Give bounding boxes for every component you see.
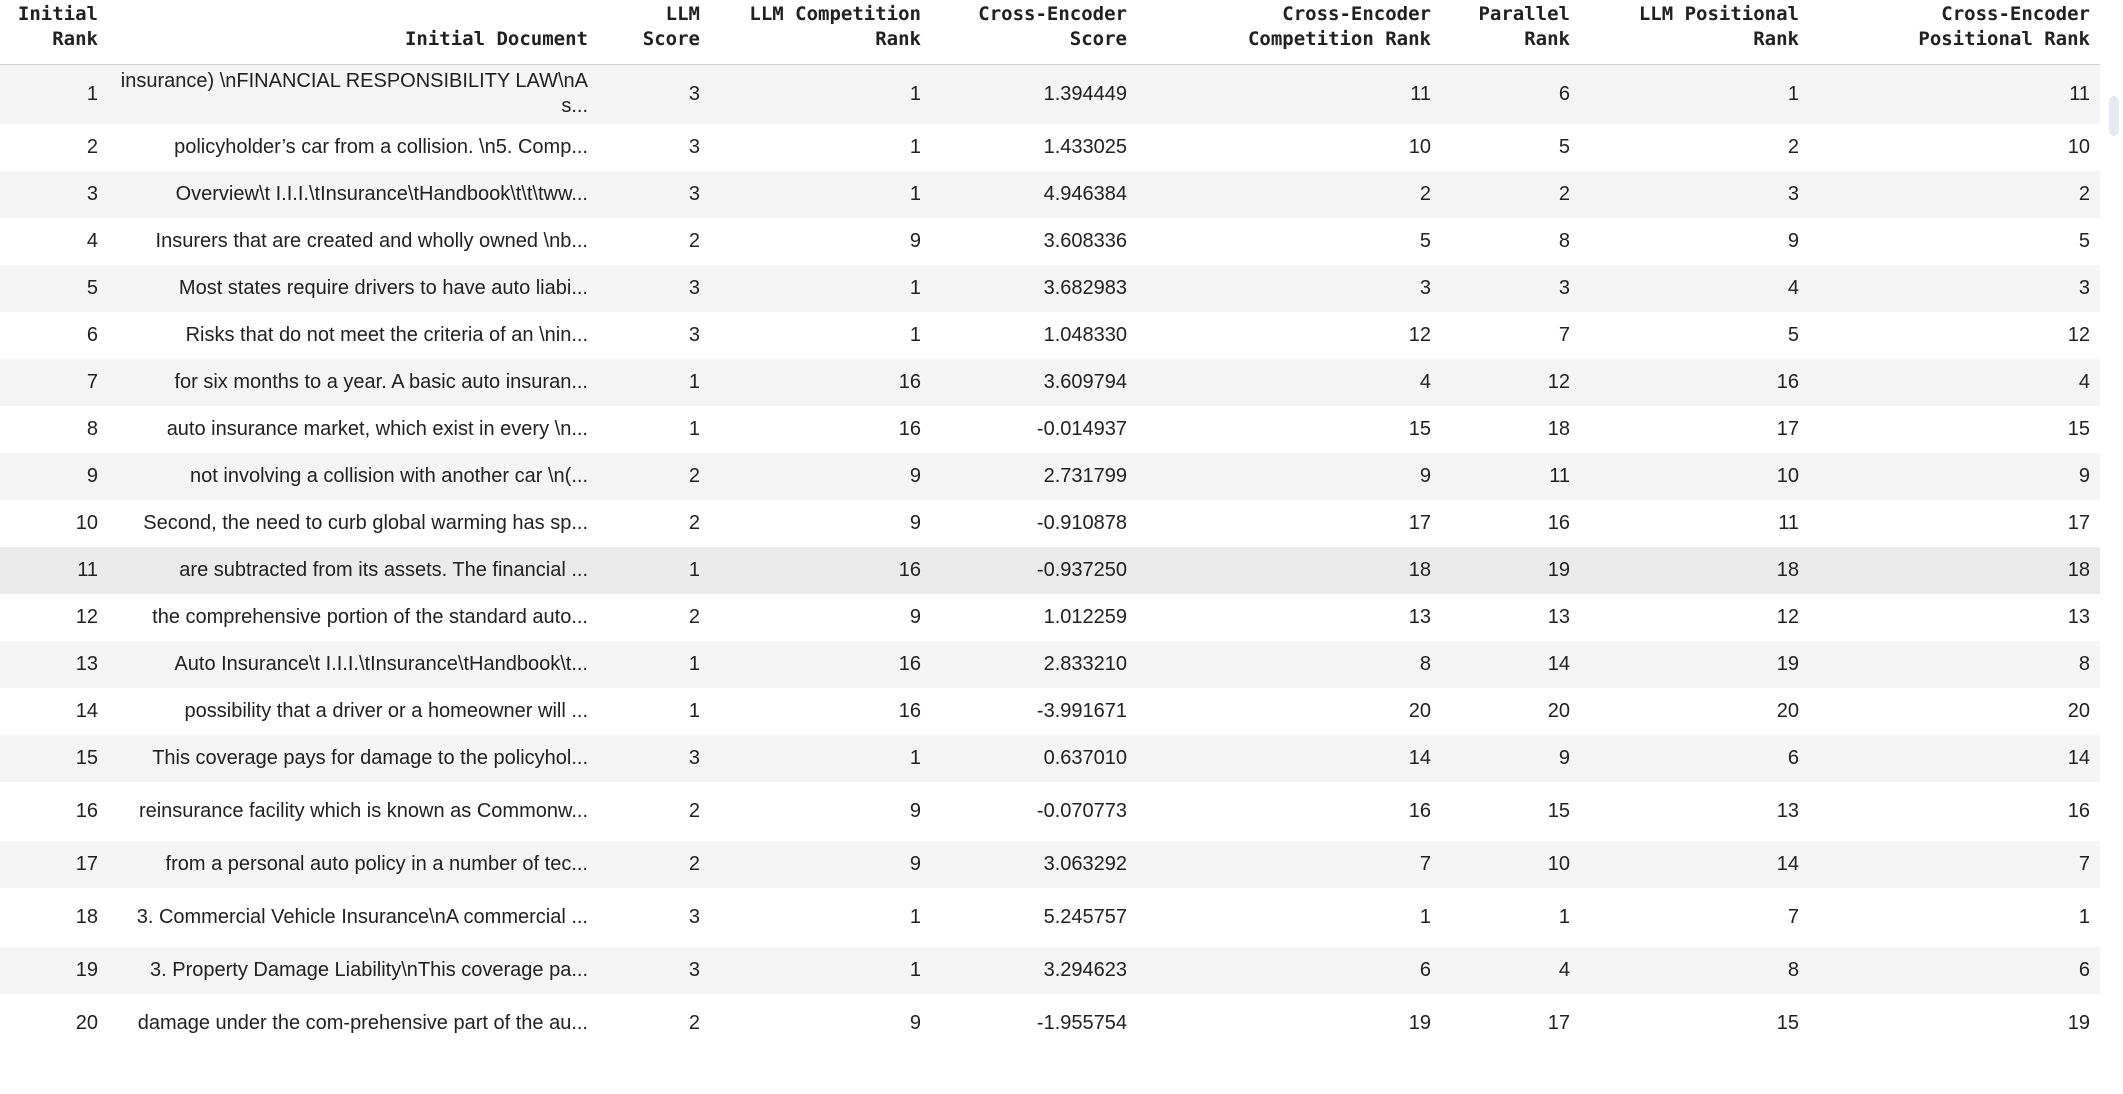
cell-llm-positional-rank: 10 — [1776, 464, 1799, 487]
cell-cross-encoder-positional-rank: 16 — [2067, 799, 2090, 822]
cell-parallel-rank: 10 — [1547, 852, 1570, 875]
cell-cross-encoder-competition-rank: 17 — [1408, 511, 1431, 534]
cell-llm-score: 3 — [688, 182, 700, 205]
cell-llm-score: 3 — [688, 958, 700, 981]
cell-initial-rank: 4 — [86, 229, 98, 252]
table-row — [0, 841, 2100, 888]
cell-cross-encoder-score: 1.433025 — [1043, 135, 1127, 158]
cell-initial-rank: 20 — [75, 1011, 98, 1034]
table-row — [0, 594, 2100, 641]
cell-parallel-rank: 1 — [1558, 905, 1570, 928]
header-line-2: Competition Rank — [1247, 28, 1431, 50]
cell-cross-encoder-competition-rank: 13 — [1408, 605, 1431, 628]
cell-cross-encoder-score: 3.608336 — [1043, 229, 1127, 252]
cell-llm-competition-rank: 1 — [909, 746, 921, 769]
cell-cross-encoder-score: -0.070773 — [1036, 799, 1127, 822]
cell-llm-positional-rank: 8 — [1787, 958, 1799, 981]
cell-parallel-rank: 20 — [1547, 699, 1570, 722]
cell-initial-document — [108, 406, 598, 453]
cell-llm-competition-rank: 9 — [909, 1011, 921, 1034]
cell-initial-document — [108, 688, 598, 735]
header-line-1: Initial — [17, 3, 98, 25]
cell-llm-competition-rank: 16 — [898, 558, 921, 581]
cell-initial-rank: 11 — [77, 558, 98, 581]
cell-cross-encoder-score: 1.394449 — [1043, 82, 1127, 105]
table-header-row — [0, 0, 2100, 65]
document-snippet: Most states require drivers to have auto liabi... — [178, 276, 588, 299]
cell-cross-encoder-score: -0.937250 — [1036, 558, 1127, 581]
cell-initial-rank: 13 — [75, 652, 98, 675]
header-cross-encoder-score — [931, 0, 1137, 65]
header-line-1: Parallel — [1478, 3, 1570, 25]
cell-initial-rank: 3 — [86, 182, 98, 205]
cell-cross-encoder-competition-rank: 2 — [1419, 182, 1431, 205]
cell-cross-encoder-score: 5.245757 — [1043, 905, 1127, 928]
cell-cross-encoder-positional-rank: 6 — [2078, 958, 2090, 981]
cell-initial-rank: 18 — [75, 905, 98, 928]
cell-llm-score: 2 — [688, 852, 700, 875]
cell-initial-rank: 2 — [86, 135, 98, 158]
table-row — [0, 547, 2100, 594]
cell-initial-document — [108, 265, 598, 312]
cell-cross-encoder-score: 1.012259 — [1043, 605, 1127, 628]
cell-llm-score: 3 — [688, 82, 700, 105]
cell-initial-document — [108, 218, 598, 265]
header-line-1: Cross-Encoder — [1941, 3, 2090, 25]
cell-llm-score: 1 — [688, 370, 700, 393]
table-row — [0, 641, 2100, 688]
cell-llm-competition-rank: 9 — [909, 799, 921, 822]
cell-llm-score: 3 — [688, 905, 700, 928]
cell-initial-rank: 10 — [75, 511, 98, 534]
cell-cross-encoder-score: 3.682983 — [1043, 276, 1127, 299]
document-snippet: Insurers that are created and wholly owned \nb... — [155, 229, 588, 252]
table-row — [0, 218, 2100, 265]
cell-llm-competition-rank: 16 — [898, 417, 921, 440]
document-snippet: policyholder’s car from a collision. \n5. Comp... — [174, 135, 588, 158]
cell-cross-encoder-competition-rank: 12 — [1408, 323, 1431, 346]
cell-cross-encoder-positional-rank: 18 — [2067, 558, 2090, 581]
cell-cross-encoder-score: 3.294623 — [1043, 958, 1127, 981]
header-line-2: Rank — [875, 28, 921, 50]
cell-llm-competition-rank: 9 — [909, 852, 921, 875]
cell-llm-positional-rank: 7 — [1787, 905, 1799, 928]
header-line-1: LLM Competition — [749, 3, 921, 25]
cell-initial-document — [108, 735, 598, 782]
cell-llm-competition-rank: 9 — [909, 511, 921, 534]
document-snippet: possibility that a driver or a homeowner will ... — [184, 699, 588, 722]
table-body — [0, 65, 2100, 1053]
cell-parallel-rank: 16 — [1547, 511, 1570, 534]
header-initial-document — [108, 0, 598, 65]
cell-cross-encoder-positional-rank: 13 — [2067, 605, 2090, 628]
cell-cross-encoder-competition-rank: 10 — [1408, 135, 1431, 158]
cell-cross-encoder-positional-rank: 7 — [2078, 852, 2090, 875]
document-snippet: Second, the need to curb global warming has sp... — [143, 511, 588, 534]
table-row — [0, 688, 2100, 735]
cell-llm-competition-rank: 1 — [909, 276, 921, 299]
cell-llm-positional-rank: 3 — [1787, 182, 1799, 205]
cell-cross-encoder-score: -1.955754 — [1036, 1011, 1127, 1034]
table-row — [0, 888, 2100, 947]
cell-llm-positional-rank: 14 — [1776, 852, 1799, 875]
cell-llm-competition-rank: 9 — [909, 229, 921, 252]
cell-initial-document — [108, 947, 598, 994]
cell-initial-document — [108, 547, 598, 594]
cell-llm-positional-rank: 15 — [1776, 1011, 1799, 1034]
cell-cross-encoder-competition-rank: 4 — [1419, 370, 1431, 393]
cell-cross-encoder-positional-rank: 15 — [2067, 417, 2090, 440]
header-line-2: Score — [1069, 28, 1127, 50]
cell-cross-encoder-positional-rank: 1 — [2078, 905, 2090, 928]
cell-initial-rank: 14 — [75, 699, 98, 722]
cell-cross-encoder-score: -3.991671 — [1036, 699, 1127, 722]
cell-parallel-rank: 19 — [1547, 558, 1570, 581]
table-row — [0, 782, 2100, 841]
cell-llm-score: 1 — [688, 558, 700, 581]
table-row — [0, 312, 2100, 359]
cell-llm-competition-rank: 1 — [909, 958, 921, 981]
header-line-2: Rank — [1753, 28, 1799, 50]
cell-llm-score: 2 — [688, 605, 700, 628]
cell-initial-document — [108, 453, 598, 500]
document-snippet: insurance) \nFINANCIAL RESPONSIBILITY LAW\nA s... — [120, 70, 588, 118]
cell-cross-encoder-positional-rank: 2 — [2078, 182, 2090, 205]
document-snippet: reinsurance facility which is known as Commonw... — [138, 799, 588, 822]
cell-cross-encoder-competition-rank: 5 — [1419, 229, 1431, 252]
cell-llm-positional-rank: 16 — [1776, 370, 1799, 393]
cell-parallel-rank: 17 — [1547, 1011, 1570, 1034]
cell-initial-rank: 7 — [86, 370, 98, 393]
header-line-2: Initial Document — [404, 28, 588, 50]
header-line-2: Score — [642, 28, 700, 50]
cell-initial-rank: 19 — [75, 958, 98, 981]
cell-cross-encoder-positional-rank: 11 — [2069, 82, 2090, 105]
header-line-1: Cross-Encoder — [978, 3, 1127, 25]
cell-cross-encoder-competition-rank: 19 — [1408, 1011, 1431, 1034]
cell-cross-encoder-positional-rank: 4 — [2078, 370, 2090, 393]
cell-cross-encoder-positional-rank: 12 — [2067, 323, 2090, 346]
cell-llm-score: 3 — [688, 276, 700, 299]
cell-llm-score: 3 — [688, 746, 700, 769]
cell-initial-rank: 6 — [86, 323, 98, 346]
cell-llm-positional-rank: 4 — [1787, 276, 1799, 299]
cell-parallel-rank: 13 — [1547, 605, 1570, 628]
cell-cross-encoder-positional-rank: 14 — [2067, 746, 2090, 769]
table-row — [0, 265, 2100, 312]
header-llm-score — [598, 0, 710, 65]
cell-initial-document — [108, 500, 598, 547]
header-line-2: Rank — [52, 28, 98, 50]
cell-cross-encoder-positional-rank: 8 — [2078, 652, 2090, 675]
cell-cross-encoder-competition-rank: 7 — [1419, 852, 1431, 875]
cell-llm-competition-rank: 1 — [909, 182, 921, 205]
cell-parallel-rank: 18 — [1547, 417, 1570, 440]
cell-llm-competition-rank: 9 — [909, 464, 921, 487]
cell-llm-positional-rank: 18 — [1776, 558, 1799, 581]
cell-llm-positional-rank: 11 — [1778, 511, 1799, 534]
cell-initial-document — [108, 888, 598, 947]
cell-initial-document — [108, 65, 598, 124]
cell-llm-positional-rank: 6 — [1787, 746, 1799, 769]
cell-cross-encoder-score: 1.048330 — [1043, 323, 1127, 346]
header-line-2: Rank — [1524, 28, 1570, 50]
cell-llm-score: 3 — [688, 323, 700, 346]
cell-llm-score: 1 — [688, 652, 700, 675]
cell-llm-competition-rank: 16 — [898, 652, 921, 675]
document-snippet: auto insurance market, which exist in every \n... — [166, 417, 588, 440]
document-snippet: are subtracted from its assets. The financial ... — [179, 558, 588, 581]
cell-llm-positional-rank: 19 — [1776, 652, 1799, 675]
cell-initial-document — [108, 782, 598, 841]
table-row — [0, 453, 2100, 500]
cell-initial-rank: 12 — [75, 605, 98, 628]
cell-cross-encoder-score: 4.946384 — [1043, 182, 1127, 205]
cell-cross-encoder-competition-rank: 18 — [1408, 558, 1431, 581]
cell-llm-score: 3 — [688, 135, 700, 158]
cell-cross-encoder-positional-rank: 17 — [2067, 511, 2090, 534]
cell-parallel-rank: 12 — [1547, 370, 1570, 393]
cell-llm-score: 2 — [688, 511, 700, 534]
cell-initial-document — [108, 359, 598, 406]
cell-cross-encoder-competition-rank: 3 — [1419, 276, 1431, 299]
cell-llm-competition-rank: 9 — [909, 605, 921, 628]
document-snippet: damage under the com-prehensive part of the au... — [137, 1011, 588, 1034]
header-line-1: LLM — [665, 3, 700, 25]
cell-cross-encoder-competition-rank: 14 — [1408, 746, 1431, 769]
table-row — [0, 406, 2100, 453]
cell-initial-document — [108, 124, 598, 171]
cell-initial-rank: 16 — [75, 799, 98, 822]
cell-llm-positional-rank: 13 — [1776, 799, 1799, 822]
header-initial-rank — [0, 0, 108, 65]
cell-parallel-rank: 7 — [1558, 323, 1570, 346]
cell-initial-document — [108, 312, 598, 359]
cell-llm-positional-rank: 20 — [1776, 699, 1799, 722]
cell-initial-rank: 15 — [75, 746, 98, 769]
cell-cross-encoder-positional-rank: 9 — [2078, 464, 2090, 487]
document-snippet: 3. Property Damage Liability\nThis coverage pa... — [150, 958, 588, 981]
cell-initial-rank: 17 — [75, 852, 98, 875]
cell-llm-competition-rank: 1 — [909, 135, 921, 158]
cell-cross-encoder-score: -0.910878 — [1036, 511, 1127, 534]
cell-llm-positional-rank: 17 — [1776, 417, 1799, 440]
cell-parallel-rank: 4 — [1558, 958, 1570, 981]
header-cross-encoder-competition-rank — [1137, 0, 1441, 65]
header-llm-competition-rank — [710, 0, 931, 65]
header-line-1: LLM Positional — [1638, 3, 1799, 25]
cell-parallel-rank: 9 — [1558, 746, 1570, 769]
table-row — [0, 500, 2100, 547]
cell-llm-competition-rank: 1 — [909, 82, 921, 105]
cell-cross-encoder-positional-rank: 3 — [2078, 276, 2090, 299]
cell-cross-encoder-competition-rank: 9 — [1419, 464, 1431, 487]
cell-cross-encoder-competition-rank: 8 — [1419, 652, 1431, 675]
cell-llm-score: 2 — [688, 1011, 700, 1034]
cell-llm-positional-rank: 9 — [1787, 229, 1799, 252]
cell-parallel-rank: 11 — [1549, 464, 1570, 487]
document-snippet: for six months to a year. A basic auto insuran... — [174, 370, 588, 393]
cell-llm-competition-rank: 1 — [909, 905, 921, 928]
cell-initial-rank: 1 — [86, 82, 98, 105]
table-row — [0, 994, 2100, 1053]
cell-llm-score: 2 — [688, 464, 700, 487]
cell-initial-document — [108, 994, 598, 1053]
cell-llm-competition-rank: 1 — [909, 323, 921, 346]
document-snippet: This coverage pays for damage to the policyhol... — [152, 746, 588, 769]
document-snippet: from a personal auto policy in a number of tec... — [165, 852, 588, 875]
cell-cross-encoder-score: 3.609794 — [1043, 370, 1127, 393]
cell-llm-positional-rank: 5 — [1787, 323, 1799, 346]
cell-parallel-rank: 8 — [1558, 229, 1570, 252]
cell-parallel-rank: 2 — [1558, 182, 1570, 205]
header-line-1: Cross-Encoder — [1282, 3, 1431, 25]
cell-cross-encoder-score: -0.014937 — [1036, 417, 1127, 440]
cell-initial-document — [108, 171, 598, 218]
cell-cross-encoder-competition-rank: 15 — [1408, 417, 1431, 440]
cell-parallel-rank: 3 — [1558, 276, 1570, 299]
cell-cross-encoder-competition-rank: 1 — [1419, 905, 1431, 928]
cell-initial-rank: 5 — [86, 276, 98, 299]
cell-cross-encoder-competition-rank: 6 — [1419, 958, 1431, 981]
cell-initial-rank: 8 — [86, 417, 98, 440]
cell-initial-document — [108, 641, 598, 688]
cell-cross-encoder-score: 0.637010 — [1043, 746, 1127, 769]
document-snippet: 3. Commercial Vehicle Insurance\nA commercial ... — [136, 905, 588, 928]
header-cross-encoder-positional-rank — [1809, 0, 2100, 65]
cell-cross-encoder-positional-rank: 19 — [2067, 1011, 2090, 1034]
cell-cross-encoder-positional-rank: 10 — [2067, 135, 2090, 158]
cell-cross-encoder-positional-rank: 20 — [2067, 699, 2090, 722]
table-row — [0, 947, 2100, 994]
output-scroll-handle[interactable] — [2109, 96, 2119, 136]
document-snippet: Overview\t I.I.I.\tInsurance\tHandbook\t\t\tww... — [175, 182, 588, 205]
cell-parallel-rank: 6 — [1558, 82, 1570, 105]
header-line-2: Positional Rank — [1918, 28, 2090, 50]
cell-initial-document — [108, 841, 598, 888]
cell-llm-positional-rank: 2 — [1787, 135, 1799, 158]
cell-cross-encoder-score: 2.833210 — [1043, 652, 1127, 675]
cell-cross-encoder-score: 2.731799 — [1043, 464, 1127, 487]
cell-llm-score: 1 — [688, 417, 700, 440]
table-row — [0, 124, 2100, 171]
header-parallel-rank — [1441, 0, 1580, 65]
table-row — [0, 359, 2100, 406]
document-snippet: Auto Insurance\t I.I.I.\tInsurance\tHandbook\t... — [174, 652, 588, 675]
cell-llm-positional-rank: 12 — [1776, 605, 1799, 628]
cell-llm-competition-rank: 16 — [898, 699, 921, 722]
document-snippet: not involving a collision with another car \n(... — [190, 464, 588, 487]
header-llm-positional-rank — [1580, 0, 1809, 65]
cell-llm-score: 2 — [688, 799, 700, 822]
table-row — [0, 735, 2100, 782]
cell-llm-score: 1 — [688, 699, 700, 722]
document-snippet: Risks that do not meet the criteria of an \nin... — [185, 323, 588, 346]
cell-llm-positional-rank: 1 — [1787, 82, 1799, 105]
cell-llm-score: 2 — [688, 229, 700, 252]
cell-parallel-rank: 15 — [1547, 799, 1570, 822]
cell-parallel-rank: 5 — [1558, 135, 1570, 158]
cell-llm-competition-rank: 16 — [898, 370, 921, 393]
cell-cross-encoder-positional-rank: 5 — [2078, 229, 2090, 252]
cell-cross-encoder-competition-rank: 20 — [1408, 699, 1431, 722]
cell-parallel-rank: 14 — [1547, 652, 1570, 675]
cell-cross-encoder-competition-rank: 11 — [1410, 82, 1431, 105]
table-row — [0, 65, 2100, 124]
table-row — [0, 171, 2100, 218]
document-snippet: the comprehensive portion of the standard auto... — [152, 605, 588, 628]
cell-initial-document — [108, 594, 598, 641]
cell-cross-encoder-competition-rank: 16 — [1408, 799, 1431, 822]
cell-cross-encoder-score: 3.063292 — [1043, 852, 1127, 875]
cell-initial-rank: 9 — [86, 464, 98, 487]
